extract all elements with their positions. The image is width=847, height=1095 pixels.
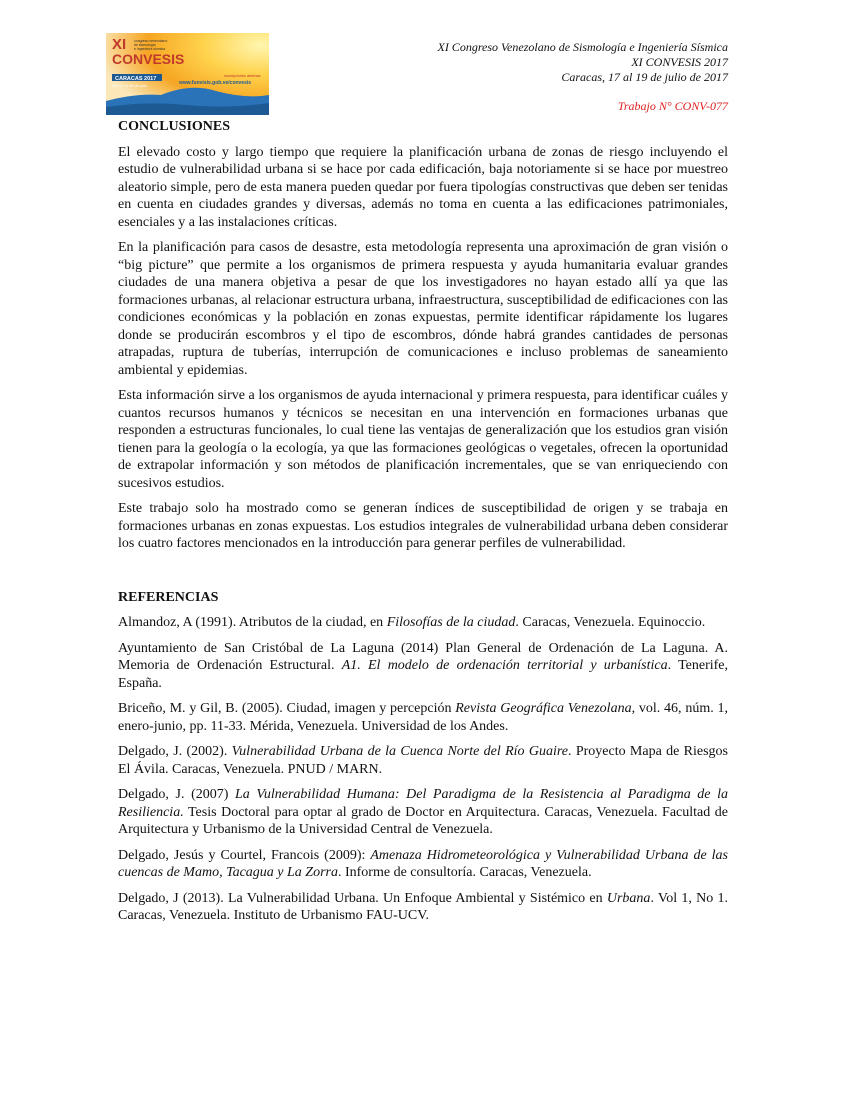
svg-text:CARACAS 2017: CARACAS 2017	[115, 76, 157, 82]
reference-item: Ayuntamiento de San Cristóbal de La Laguna (2014) Plan General de Ordenación de La Laguna. A. Memoria de Ordenación Estructural. A1. El modelo de ordenación territorial y urbanística. Tenerife, España.	[118, 640, 728, 691]
paper-body	[118, 118, 728, 933]
reference-item: Almandoz, A (1991). Atributos de la ciudad, en Filosofías de la ciudad. Caracas, Venezuela. Equinoccio.	[118, 615, 706, 630]
header-dates: Caracas, 17 al 19 de julio de 2017	[561, 70, 728, 84]
paragraph: El elevado costo y largo tiempo que requiere la planificación urbana de zonas de riesgo incluyendo el estudio de vulnerabilidad urbana si se hace por cada edificación, baja notoriamente si se hace por muestreo aleatorio simple, pero de esta manera pueden quedar por fuera tipologías constructivas que deben ser tenidas en cuenta en ciudades grandes y diversas, además no toma en cuenta a las edificaciones patrimoniales, esenciales y a las instalaciones críticas.	[118, 144, 728, 230]
svg-text:congreso venezolano: congreso venezolano	[134, 39, 168, 43]
paper-number: Trabajo N° CONV-077	[617, 99, 728, 113]
reference-item: Briceño, M. y Gil, B. (2005). Ciudad, imagen y percepción Revista Geográfica Venezolana, vol. 46, núm. 1, enero-junio, pp. 11-33. Mérida, Venezuela. Universidad de los Andes.	[118, 701, 728, 734]
paragraph: En la planificación para casos de desastre, esta metodología representa una aproximación de gran visión o “big picture” que permite a los organismos de primera respuesta y ayuda humanitaria evaluar grandes ciudades de una manera objetiva a pesar de que los investigadores no hayan estado allí ya que las formaciones urbanas, al relacionar estructura urbana, infraestructura, susceptibilidad de edificaciones con las condiciones económicas y la población en zonas expuestas, permite identificar rápidamente los lugares donde se producirán escombros y el tipo de escombros, dónde habrá grandes cantidades de personas atrapadas, ruptura de tuberías, interrupción de comunicaciones e incluso problemas de saneamiento ambiental y epidemias.	[118, 240, 728, 378]
reference-item: Delgado, J. (2007) La Vulnerabilidad Humana: Del Paradigma de la Resistencia al Paradigma de la Resiliencia. Tesis Doctoral para optar al grado de Doctor en Arquitectura. Caracas, Venezuela. Facultad de Arquitectura y Urbanismo de la Universidad Central de Venezuela.	[118, 787, 728, 837]
header-conference-name: XI Congreso Venezolano de Sismología e Ingeniería Sísmica	[437, 40, 728, 54]
section-title-referencias: REFERENCIAS	[118, 589, 219, 605]
svg-text:de sismología: de sismología	[134, 43, 156, 47]
reference-item: Delgado, J (2013). La Vulnerabilidad Urbana. Un Enfoque Ambiental y Sistémico en Urbana. Vol 1, No 1. Caracas, Venezuela. Instituto de Urbanismo FAU-UCV.	[118, 890, 728, 923]
conference-header	[308, 40, 728, 114]
reference-item: Delgado, Jesús y Courtel, Francois (2009): Amenaza Hidrometeorológica y Vulnerabilidad Urbana de las cuencas de Mamo, Tacagua y La Zorra. Informe de consultoría. Caracas, Venezuela.	[118, 847, 728, 880]
paragraph: Esta información sirve a los organismos de ayuda internacional y primera respuesta, para identificar cuáles y cuantos recursos humanos y técnicos se necesitan en una intervención en formaciones urbanas que responden a estructuras funcionales, lo cual tiene las ventajas de generalización que los estudios gran visión tienen para la geología o la ecología, ya que las formaciones geológicas o vegetales, ofrecen la oportunidad de extrapolar información y son métodos de planificación incrementales, que se van enriqueciendo con sucesivos estudios.	[118, 388, 728, 491]
svg-text:e ingeniería sísmica: e ingeniería sísmica	[134, 47, 166, 51]
svg-text:inscripciones abiertas: inscripciones abiertas	[224, 74, 261, 78]
header-edition: XI CONVESIS 2017	[631, 55, 728, 69]
reference-item: Delgado, J. (2002). Vulnerabilidad Urbana de la Cuenca Norte del Río Guaire. Proyecto Mapa de Riesgos El Ávila. Caracas, Venezuela. PNUD / MARN.	[118, 744, 728, 777]
svg-text:XI: XI	[112, 36, 127, 53]
convesis-logo	[106, 33, 269, 115]
section-title-conclusiones: CONCLUSIONES	[118, 119, 231, 134]
svg-text:CONVESIS: CONVESIS	[112, 51, 185, 67]
svg-text:Del 17 al 19 de julio: Del 17 al 19 de julio	[112, 83, 148, 88]
svg-text:www.funvisis.gob.ve/convesis: www.funvisis.gob.ve/convesis	[179, 80, 252, 86]
paragraph: Este trabajo solo ha mostrado como se generan índices de susceptibilidad de origen y se trabaja en formaciones urbanas en zonas expuestas. Los estudios integrales de vulnerabilidad urbana deben considerar los cuatro factores mencionados en la introducción para generar perfiles de vulnerabilidad.	[118, 501, 728, 551]
